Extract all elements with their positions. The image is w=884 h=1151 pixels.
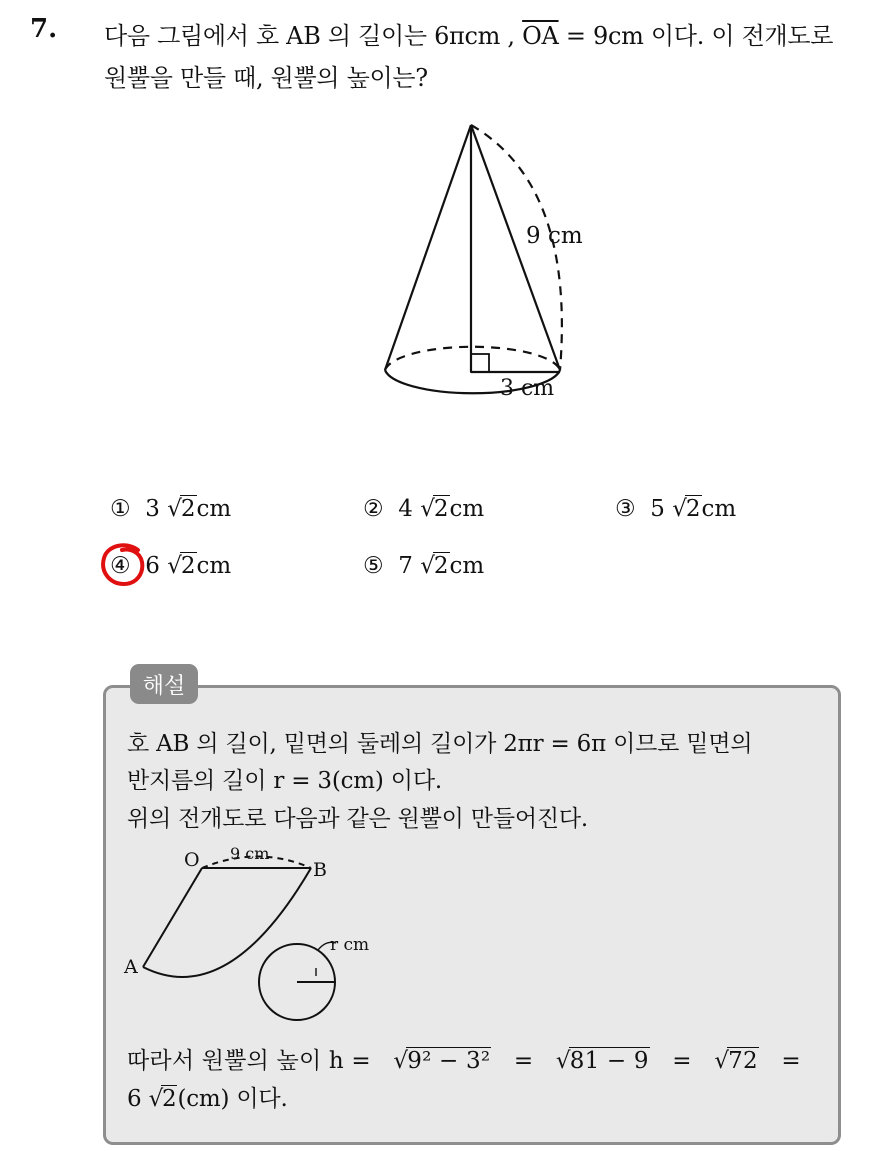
explanation-line-5: 6 √2(cm) 이다. [127,1086,288,1112]
answer-circle-mark [98,540,152,590]
label-r-cm: r cm [330,935,370,955]
right-angle-mark [471,354,489,372]
question-number: 7. [30,14,58,44]
label-o: O [184,849,200,871]
cone-left-side [385,125,471,370]
radius-label: 3 cm [500,376,555,401]
choice-5[interactable]: ⑤ 7 √2cm [363,553,485,579]
choice-3[interactable]: ③ 5 √2cm [615,496,737,522]
net-arc-ab [143,868,311,977]
net-edge-oa [143,868,202,967]
choice-4[interactable]: ④ 6 √2cm [110,553,232,579]
cone-figure [370,115,600,415]
explanation-line-4: 따라서 원뿔의 높이 h = √9² − 3² = √81 − 9 = √72 = [127,1048,801,1074]
explanation-line-2: 반지름의 길이 r = 3(cm) 이다. [127,768,442,794]
question-line-2: 원뿔을 만들 때, 원뿔의 높이는? [104,64,428,92]
explanation-line-1: 호 AB 의 길이, 밑면의 둘레의 길이가 2πr = 6π 이므로 밑면의 [127,731,753,757]
explanation-line-3: 위의 전개도로 다음과 같은 원뿔이 만들어진다. [127,806,589,832]
question-line-1 [104,16,833,51]
label-arc-9cm: 9 cm [230,844,270,863]
slant-label: 9 cm [526,223,583,249]
question-text-a: 다음 그림에서 호 AB 의 길이는 6πcm , [104,22,515,50]
net-diagram [118,840,388,1030]
segment-oa: $\overline{OA}$ [522,22,559,50]
cone-base-back [385,347,560,370]
explanation-tag: 해설 [130,664,198,704]
choice-1[interactable]: ① 3 √2cm [110,496,232,522]
label-a: A [124,956,138,978]
choice-2[interactable]: ② 4 √2cm [363,496,485,522]
question-text-c: = 9cm 이다. 이 전개도로 [565,22,834,50]
label-b: B [313,859,327,881]
